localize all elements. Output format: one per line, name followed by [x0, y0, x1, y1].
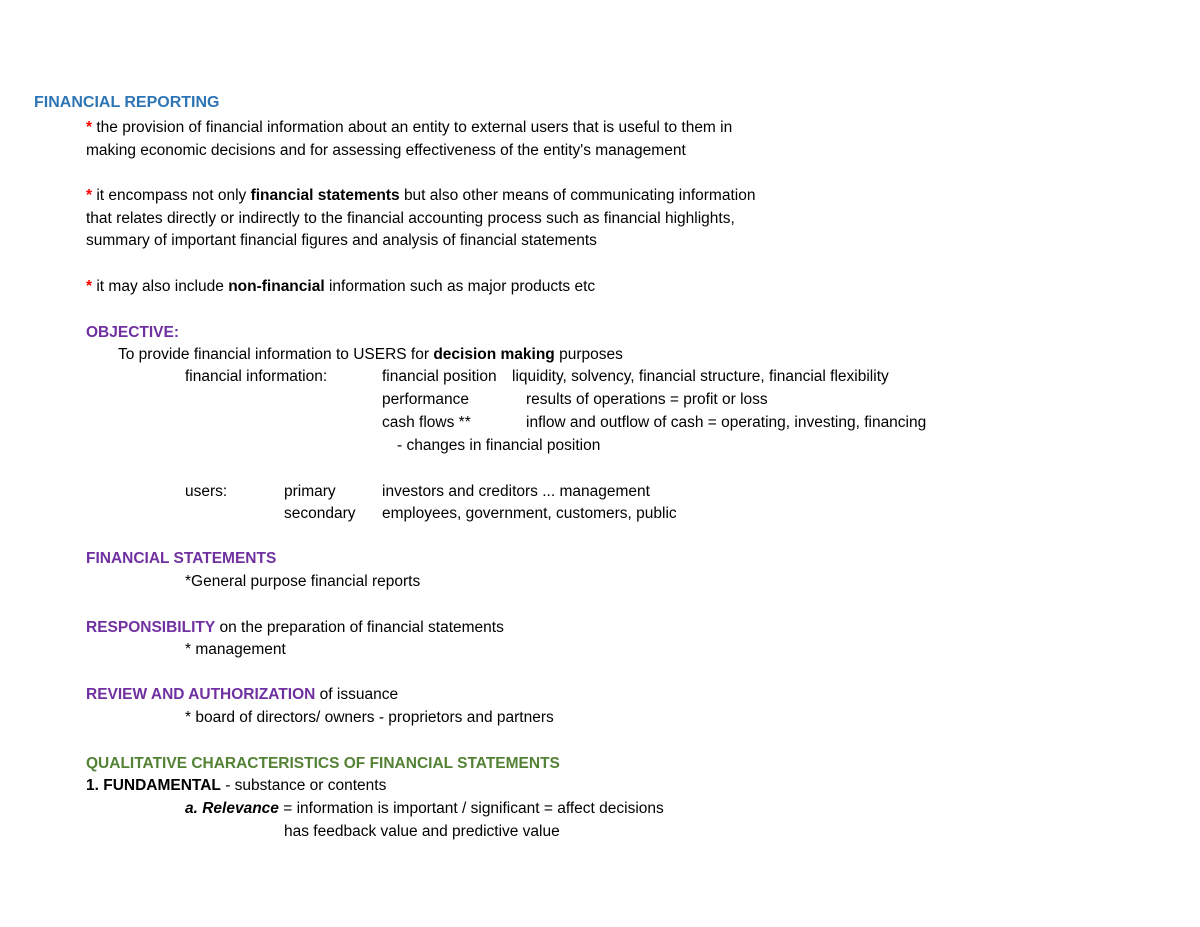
relevance-rest: = information is important / significant = affect decisions	[283, 800, 664, 817]
purpose-post: purposes	[559, 346, 623, 363]
user-desc: employees, government, customers, public	[382, 505, 677, 522]
fundamental-label: 1. FUNDAMENTAL	[86, 777, 221, 794]
users-label: users:	[185, 483, 228, 500]
purpose-pre: To provide financial information to USERS for	[118, 346, 430, 363]
fundamental-rest: - substance or contents	[225, 777, 387, 794]
changes-in-financial-position: - changes in financial position	[397, 437, 601, 454]
encompass-pre: it encompass not only	[96, 187, 247, 204]
relevance-line-2: has feedback value and predictive value	[284, 823, 560, 840]
fi-item-desc: results of operations = profit or loss	[526, 391, 768, 408]
objective-purpose	[118, 345, 623, 365]
financial-statements-heading: FINANCIAL STATEMENTS	[86, 550, 277, 567]
fi-item-name: financial position	[382, 368, 497, 385]
objective-heading: OBJECTIVE:	[86, 324, 180, 341]
relevance-line	[185, 799, 664, 819]
responsibility-heading: RESPONSIBILITY	[86, 619, 216, 636]
page-title: FINANCIAL REPORTING	[34, 94, 220, 111]
review-heading: REVIEW AND AUTHORIZATION	[86, 686, 316, 703]
fundamental-line	[86, 776, 386, 796]
definition-line-2: making economic decisions and for assessing effectiveness of the entity's management	[86, 142, 686, 159]
responsibility-rest: on the preparation of financial statements	[219, 619, 504, 636]
nonfinancial-post: information such as major products etc	[328, 278, 596, 295]
review-line	[86, 685, 398, 705]
responsibility-line	[86, 618, 504, 638]
nonfinancial-line	[86, 277, 595, 297]
bullet-marker: *	[86, 278, 93, 295]
bullet-marker: *	[86, 119, 93, 136]
decision-making-emphasis: decision making	[433, 346, 555, 363]
nonfinancial-pre: it may also include	[96, 278, 224, 295]
user-type: primary	[284, 483, 336, 500]
qualitative-heading: QUALITATIVE CHARACTERISTICS OF FINANCIAL STATEMENTS	[86, 755, 560, 772]
relevance-label: a. Relevance	[185, 800, 279, 817]
financial-statements-item: *General purpose financial reports	[185, 573, 421, 590]
review-item: * board of directors/ owners - proprietors and partners	[185, 709, 554, 726]
review-rest: of issuance	[319, 686, 399, 703]
financial-information-label: financial information:	[185, 368, 328, 385]
fi-item-name: cash flows **	[382, 414, 471, 431]
fi-item-desc: liquidity, solvency, financial structure, financial flexibility	[512, 368, 889, 385]
user-type: secondary	[284, 505, 356, 522]
bullet-marker: *	[86, 187, 93, 204]
user-desc: investors and creditors ... management	[382, 483, 650, 500]
responsibility-item: * management	[185, 641, 286, 658]
definition-line-1	[86, 118, 732, 138]
fi-item-desc: inflow and outflow of cash = operating, investing, financing	[526, 414, 927, 431]
nonfinancial-emphasis: non-financial	[228, 278, 325, 295]
financial-statements-emphasis: financial statements	[250, 187, 400, 204]
encompass-post: but also other means of communicating information	[403, 187, 756, 204]
encompass-line-3: summary of important financial figures and analysis of financial statements	[86, 232, 597, 249]
encompass-line-2: that relates directly or indirectly to the financial accounting process such as financial highlights,	[86, 210, 735, 227]
encompass-line-1	[86, 186, 755, 206]
definition-text: the provision of financial information about an entity to external users that is useful to them in	[96, 119, 733, 136]
fi-item-name: performance	[382, 391, 470, 408]
